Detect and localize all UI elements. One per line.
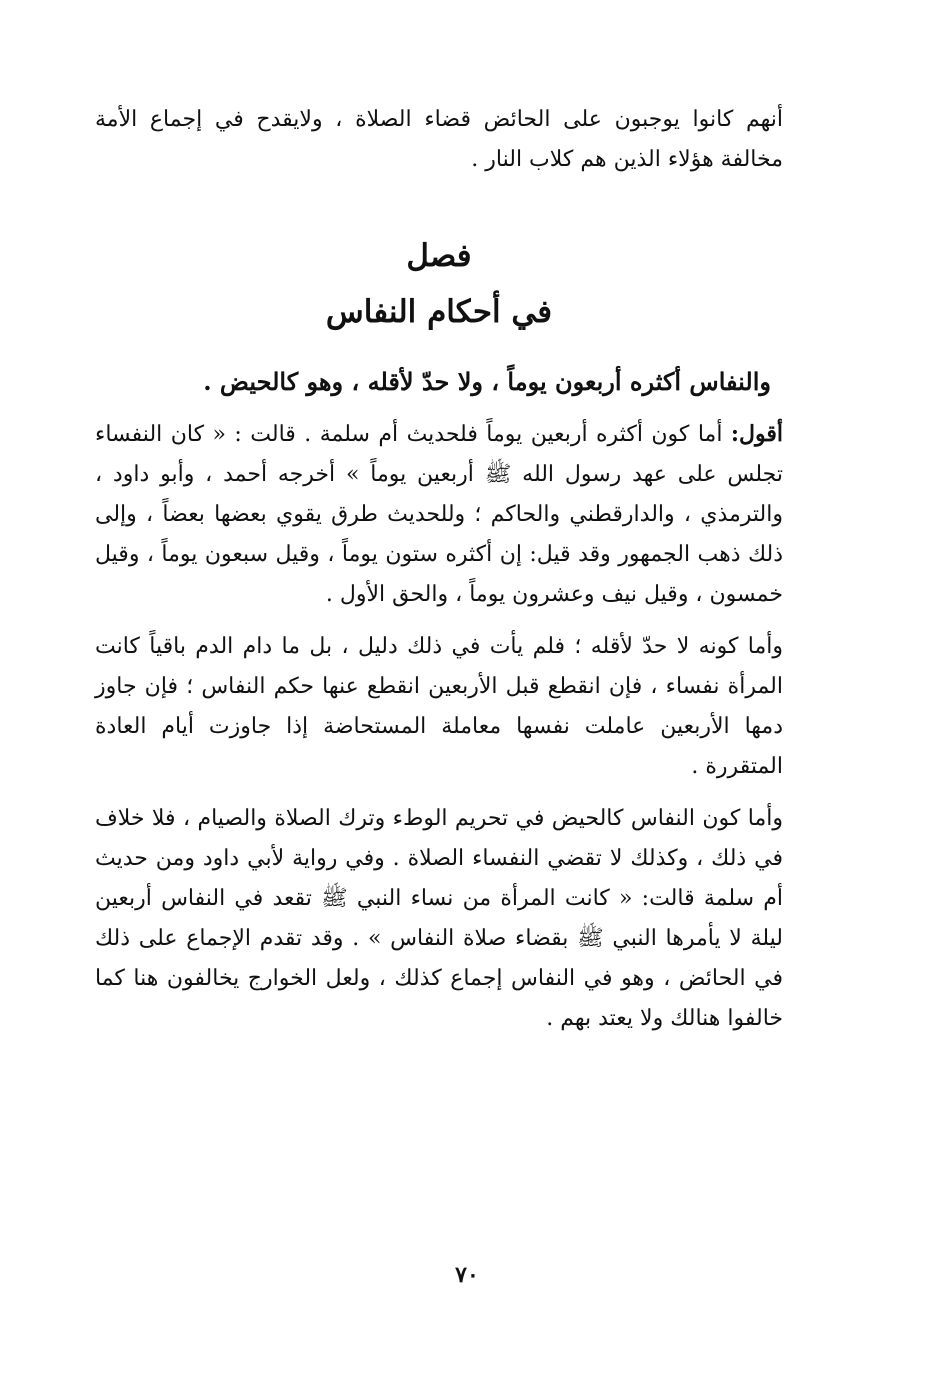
matn-statement: والنفاس أكثره أربعون يوماً ، ولا حدّ لأقله ، وهو كالحيض . xyxy=(203,367,771,396)
page-body xyxy=(95,100,783,1039)
section-title: فصل xyxy=(406,238,472,274)
commentary-paragraph-3: وأما كون النفاس كالحيض في تحريم الوطء وترك الصلاة والصيام ، فلا خلاف في ذلك ، وكذلك لا تقضي النفساء الصلاة . وفي رواية لأبي داود ومن حديث أم سلمة قالت: « كانت المرأة من نساء النبي ﷺ تقعد في النفاس أربعين ليلة لا يأمرها النبي ﷺ بقضاء صلاة النفاس » . وقد تقدم الإجماع على ذلك في الحائض ، وهو في النفاس إجماع كذلك ، ولعل الخوارج يخالفون هنا كما خالفوا هنالك ولا يعتد بهم . xyxy=(95,806,783,1031)
opening-paragraph: أنهم كانوا يوجبون على الحائض قضاء الصلاة ، ولايقدح في إجماع الأمة مخالفة هؤلاء الذين هم كلاب النار . xyxy=(95,107,783,172)
commentary-paragraph-2: وأما كونه لا حدّ لأقله ؛ فلم يأت في ذلك دليل ، بل ما دام الدم باقياً كانت المرأة نفساء ، فإن انقطع قبل الأربعين انقطع عنها حكم النفاس ؛ فإن جاوز دمها الأربعين عاملت نفسها معاملة المستحاضة إذا جاوزت أيام العادة المتقررة . xyxy=(95,634,783,779)
commentary-lead-word: أقول: xyxy=(730,421,783,447)
page-number: ٧٠ xyxy=(455,1262,479,1288)
commentary-paragraph-1-text: أما كون أكثره أربعين يوماً فلحديث أم سلمة . قالت : « كان النفساء تجلس على عهد رسول الله ﷺ أربعين يوماً » أخرجه أحمد ، وأبو داود ، والترمذي ، والدارقطني والحاكم ؛ وللحديث طرق يقوي بعضها بعضاً ، وإلى ذلك ذهب الجمهور وقد قيل: إن أكثره ستون يوماً ، وقيل سبعون يوماً ، وقيل خمسون ، وقيل نيف وعشرون يوماً ، والحق الأول . xyxy=(95,422,783,607)
section-subtitle: في أحكام النفاس xyxy=(325,294,553,330)
commentary-paragraph-1 xyxy=(95,414,783,615)
